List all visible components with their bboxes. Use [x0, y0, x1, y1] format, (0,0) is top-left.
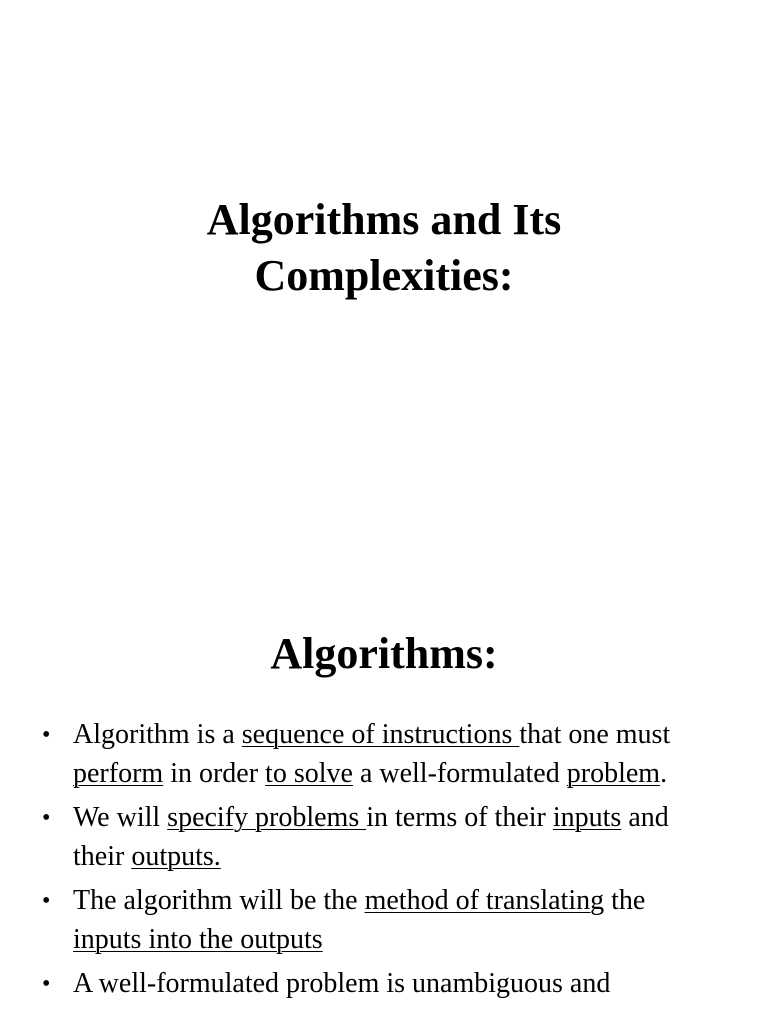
underlined-text: inputs — [552, 802, 622, 833]
bullet-text: the — [604, 885, 646, 916]
underlined-text: outputs. — [131, 840, 221, 872]
bullet-text: The algorithm will be the — [73, 885, 365, 916]
underlined-text: sequence of instructions — [241, 719, 520, 750]
bullet-text: that one must — [519, 719, 671, 750]
section-title: Algorithms: — [270, 629, 498, 678]
bullet-item — [0, 799, 768, 876]
bullet-text: We will — [73, 802, 168, 833]
bullet-list — [0, 716, 768, 1010]
bullet-text: a well-formulated — [352, 757, 567, 789]
underlined-text: perform — [73, 757, 164, 789]
bullet-dot-icon: • — [42, 971, 51, 997]
bullet-item — [0, 882, 768, 959]
bullet-text: A well-formulated problem is unambiguous and — [73, 968, 611, 999]
slide-title — [0, 192, 768, 304]
bullet-dot-icon: • — [42, 888, 51, 914]
underlined-text: to solve — [265, 757, 353, 789]
bullet-text: . — [660, 757, 668, 789]
bullet-text: in order — [163, 757, 266, 789]
bullet-item — [0, 965, 768, 1004]
bullet-text: in terms of their — [366, 802, 553, 833]
bullet-text: Algorithm is a — [73, 719, 242, 750]
underlined-text: method of translating — [364, 885, 605, 916]
underlined-text: specify problems — [167, 802, 367, 833]
bullet-text: and their — [73, 802, 669, 872]
bullet-dot-icon: • — [42, 722, 51, 748]
title-line-2: Complexities: — [254, 251, 514, 300]
underlined-text: inputs into the outputs — [73, 923, 323, 955]
underlined-text: problem — [566, 757, 661, 789]
bullet-dot-icon: • — [42, 805, 51, 831]
title-line-1: Algorithms and Its — [206, 195, 562, 244]
bullet-item — [0, 716, 768, 793]
